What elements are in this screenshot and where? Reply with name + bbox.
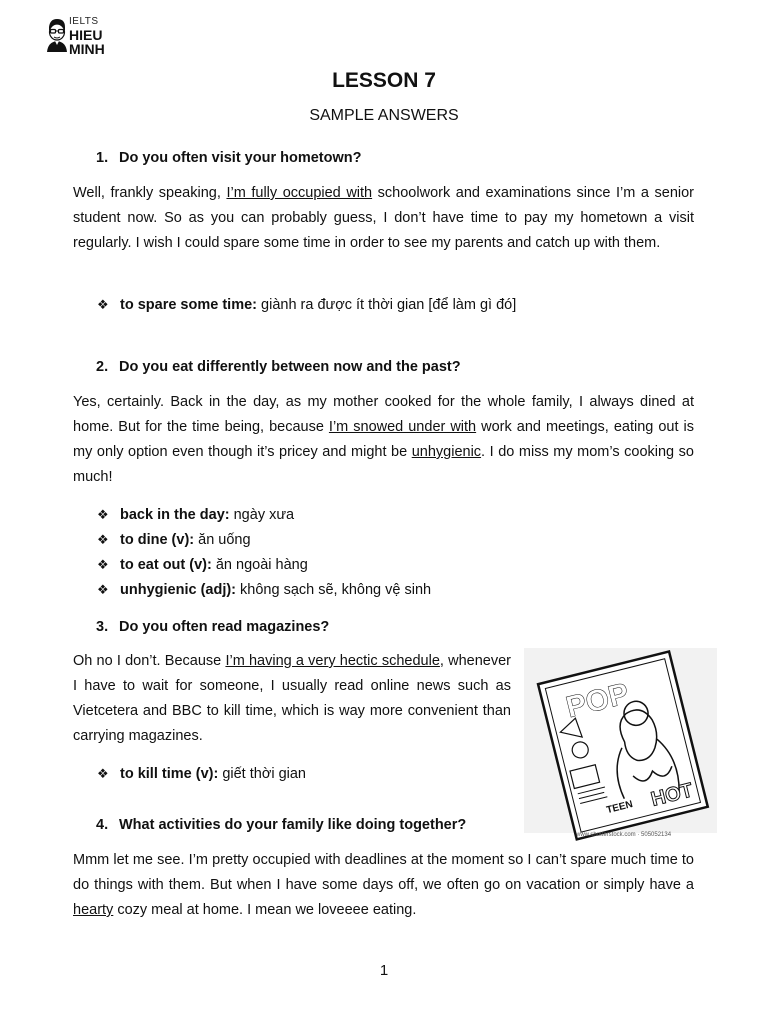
answer-1-paragraph: Well, frankly speaking, I’m fully occupied with schoolwork and examinations since I’m a senior student now. So as you can probably guess, I don’t have time to pay my hometown a visit regularly. I wish I could spare some time in order to see my parents and catch up with them. — [73, 185, 694, 251]
question-number: 4. — [96, 817, 109, 833]
question-number: 1. — [96, 150, 109, 166]
diamond-bullet-icon: ❖ — [97, 532, 109, 547]
highlighted-phrase: hearty — [73, 902, 114, 918]
diamond-bullet-icon: ❖ — [97, 507, 109, 522]
magazine-cover-illustration — [524, 648, 717, 838]
page-title: LESSON 7 — [332, 69, 436, 92]
diamond-bullet-icon: ❖ — [97, 582, 109, 597]
diamond-bullet-icon: ❖ — [97, 297, 109, 312]
ielts-hieu-minh-logo — [46, 16, 116, 58]
cover-title: POP — [562, 677, 633, 725]
highlighted-phrase: I’m snowed under with — [328, 419, 477, 435]
highlighted-phrase: I’m having a very hectic schedule — [225, 653, 440, 669]
question-number: 3. — [96, 619, 109, 635]
magazine-sketch-image — [524, 648, 717, 838]
avatar-cartoon-icon — [46, 18, 68, 52]
cover-hot: HOT — [648, 779, 696, 811]
image-caption: www.shutterstock.com · 505052134 — [576, 832, 672, 838]
answer-4-paragraph: Mmm let me see. I’m pretty occupied with deadlines at the moment so I can’t spare much time to do things with them. But when I have some days off, we often go on vacation or simply have a hearty cozy meal at home. I mean we loveeee eating. — [73, 852, 694, 918]
page-number: 1 — [379, 962, 389, 979]
page-subtitle: SAMPLE ANSWERS — [309, 107, 459, 124]
logo-text-ielts: IELTS — [69, 16, 99, 27]
question-number: 2. — [96, 359, 109, 375]
question-text: What activities do your family like doing together? — [119, 817, 467, 833]
answer-2-paragraph: Yes, certainly. Back in the day, as my mother cooked for the whole family, I always dined at home. But for the time being, because I’m snowed under with work and meetings, eating out is my only option even though it’s pricey and might be unhygienic. I do miss my mom’s cooking so much! — [73, 394, 694, 485]
diamond-bullet-icon: ❖ — [97, 766, 109, 781]
diamond-bullet-icon: ❖ — [97, 557, 109, 572]
logo-text-hieu: HIEU — [69, 27, 103, 43]
question-text: Do you often visit your hometown? — [119, 150, 362, 166]
highlighted-phrase: unhygienic — [411, 444, 482, 460]
highlighted-phrase: I’m fully occupied with — [226, 185, 373, 201]
cover-teen: TEEN — [605, 799, 634, 817]
question-text: Do you eat differently between now and the past? — [119, 359, 461, 375]
logo-text-minh: MINH — [69, 41, 105, 57]
question-text: Do you often read magazines? — [119, 619, 330, 635]
answer-3-paragraph: Oh no I don’t. Because I’m having a very hectic schedule, whenever I have to wait for someone, I usually read online news such as Vietcetera and BBC to kill time, which is way more convenient than carrying magazines. — [73, 653, 512, 744]
